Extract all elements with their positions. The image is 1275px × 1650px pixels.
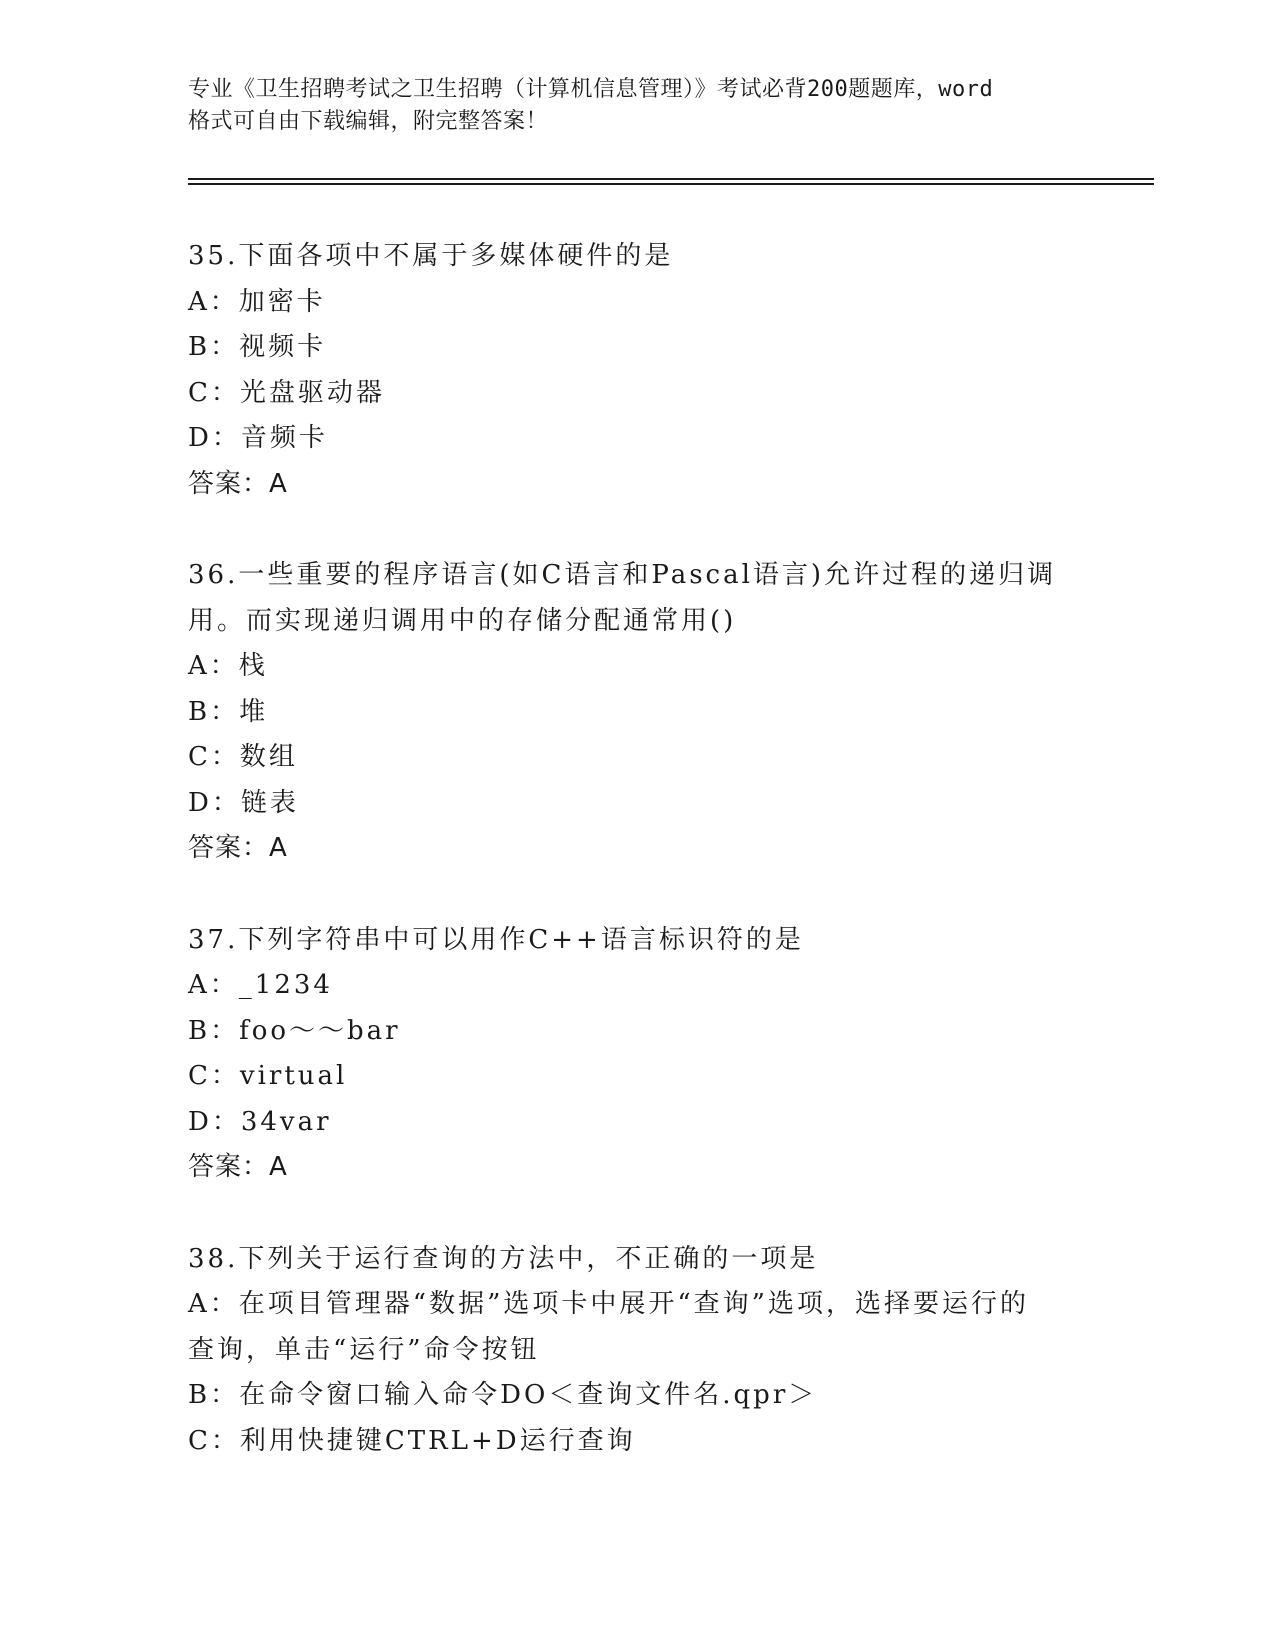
option-c: C：利用快捷键CTRL+D运行查询 — [188, 1425, 636, 1456]
question-38 — [188, 1237, 1108, 1465]
question-37 — [188, 918, 1108, 1191]
stem-line: 35.下面各项中不属于多媒体硬件的是 — [188, 241, 674, 271]
answer-label: 答案：A — [188, 1152, 288, 1182]
question-36 — [188, 553, 1108, 872]
option-a: A：_1234 — [188, 970, 333, 1000]
option-a: A：栈 — [188, 651, 268, 681]
option-c: C：光盘驱动器 — [188, 377, 385, 408]
header-title-line-2: 格式可自由下载编辑，附完整答案！ — [188, 109, 549, 134]
option-d: D：链表 — [188, 787, 299, 818]
header-title-line-1: 专业《卫生招聘考试之卫生招聘（计算机信息管理）》考试必背200题题库，word — [188, 77, 994, 102]
header-divider-top — [188, 178, 1154, 180]
stem-line: 36.一些重要的程序语言(如C语言和Pascal语言)允许过程的递归调 — [188, 560, 1057, 590]
question-list — [188, 234, 1108, 1510]
stem-line: 用。而实现递归调用中的存储分配通常用() — [188, 605, 737, 636]
document-header — [188, 74, 1088, 138]
option-a: A：在项目管理器“数据”选项卡中展开“查询”选项，选择要运行的 — [188, 1289, 1029, 1319]
option-b: B：foo～～bar — [188, 1015, 401, 1046]
option-b: B：视频卡 — [188, 332, 327, 362]
option-b: B：在命令窗口输入命令DO＜查询文件名.qpr＞ — [188, 1380, 818, 1410]
header-divider-bottom — [188, 183, 1154, 185]
option-c: C：数组 — [188, 742, 298, 772]
stem-line: 38.下列关于运行查询的方法中，不正确的一项是 — [188, 1243, 819, 1274]
option-d: D：34var — [188, 1106, 332, 1137]
stem-line: 37.下列字符串中可以用作C++语言标识符的是 — [188, 924, 804, 955]
question-stem — [188, 918, 1108, 964]
answer-label: 答案：A — [188, 468, 288, 499]
option-a: A：加密卡 — [188, 286, 326, 317]
answer-label: 答案：A — [188, 833, 288, 863]
option-d: D：音频卡 — [188, 423, 328, 453]
question-stem — [188, 1237, 1108, 1283]
option-c: C：virtual — [188, 1061, 348, 1091]
question-stem — [188, 234, 1108, 280]
option-b: B：堆 — [188, 696, 269, 727]
question-35 — [188, 234, 1108, 507]
question-stem — [188, 553, 1108, 644]
option-a-continued: 查询，单击“运行”命令按钮 — [188, 1334, 540, 1365]
